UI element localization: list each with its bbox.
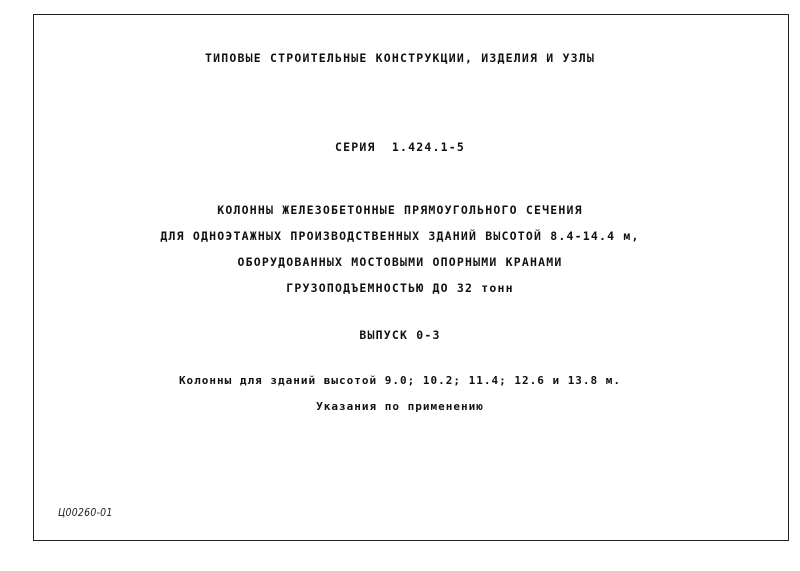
page-border [33, 14, 789, 541]
document-code: Ц00260-01 [58, 506, 113, 519]
issue-number: ВЫПУСК 0-3 [359, 328, 441, 342]
title-line-2: ДЛЯ ОДНОЭТАЖНЫХ ПРОИЗВОДСТВЕННЫХ ЗДАНИЙ ВЫСОТОЙ 8.4-14.4 м, [160, 229, 640, 243]
title-line-4: ГРУЗОПОДЪЕМНОСТЬЮ ДО 32 тонн [286, 281, 514, 295]
title-line-3: ОБОРУДОВАННЫХ МОСТОВЫМИ ОПОРНЫМИ КРАНАМИ [237, 255, 563, 269]
subtitle-line-1: Колонны для зданий высотой 9.0; 10.2; 11.4; 12.6 и 13.8 м. [178, 374, 622, 387]
document-header: ТИПОВЫЕ СТРОИТЕЛЬНЫЕ КОНСТРУКЦИИ, ИЗДЕЛИЯ И УЗЛЫ [205, 51, 595, 65]
series-number: СЕРИЯ 1.424.1-5 [335, 140, 465, 154]
title-line-1: КОЛОННЫ ЖЕЛЕЗОБЕТОННЫЕ ПРЯМОУГОЛЬНОГО СЕЧЕНИЯ [217, 203, 583, 217]
subtitle-line-2: Указания по применению [316, 400, 484, 413]
